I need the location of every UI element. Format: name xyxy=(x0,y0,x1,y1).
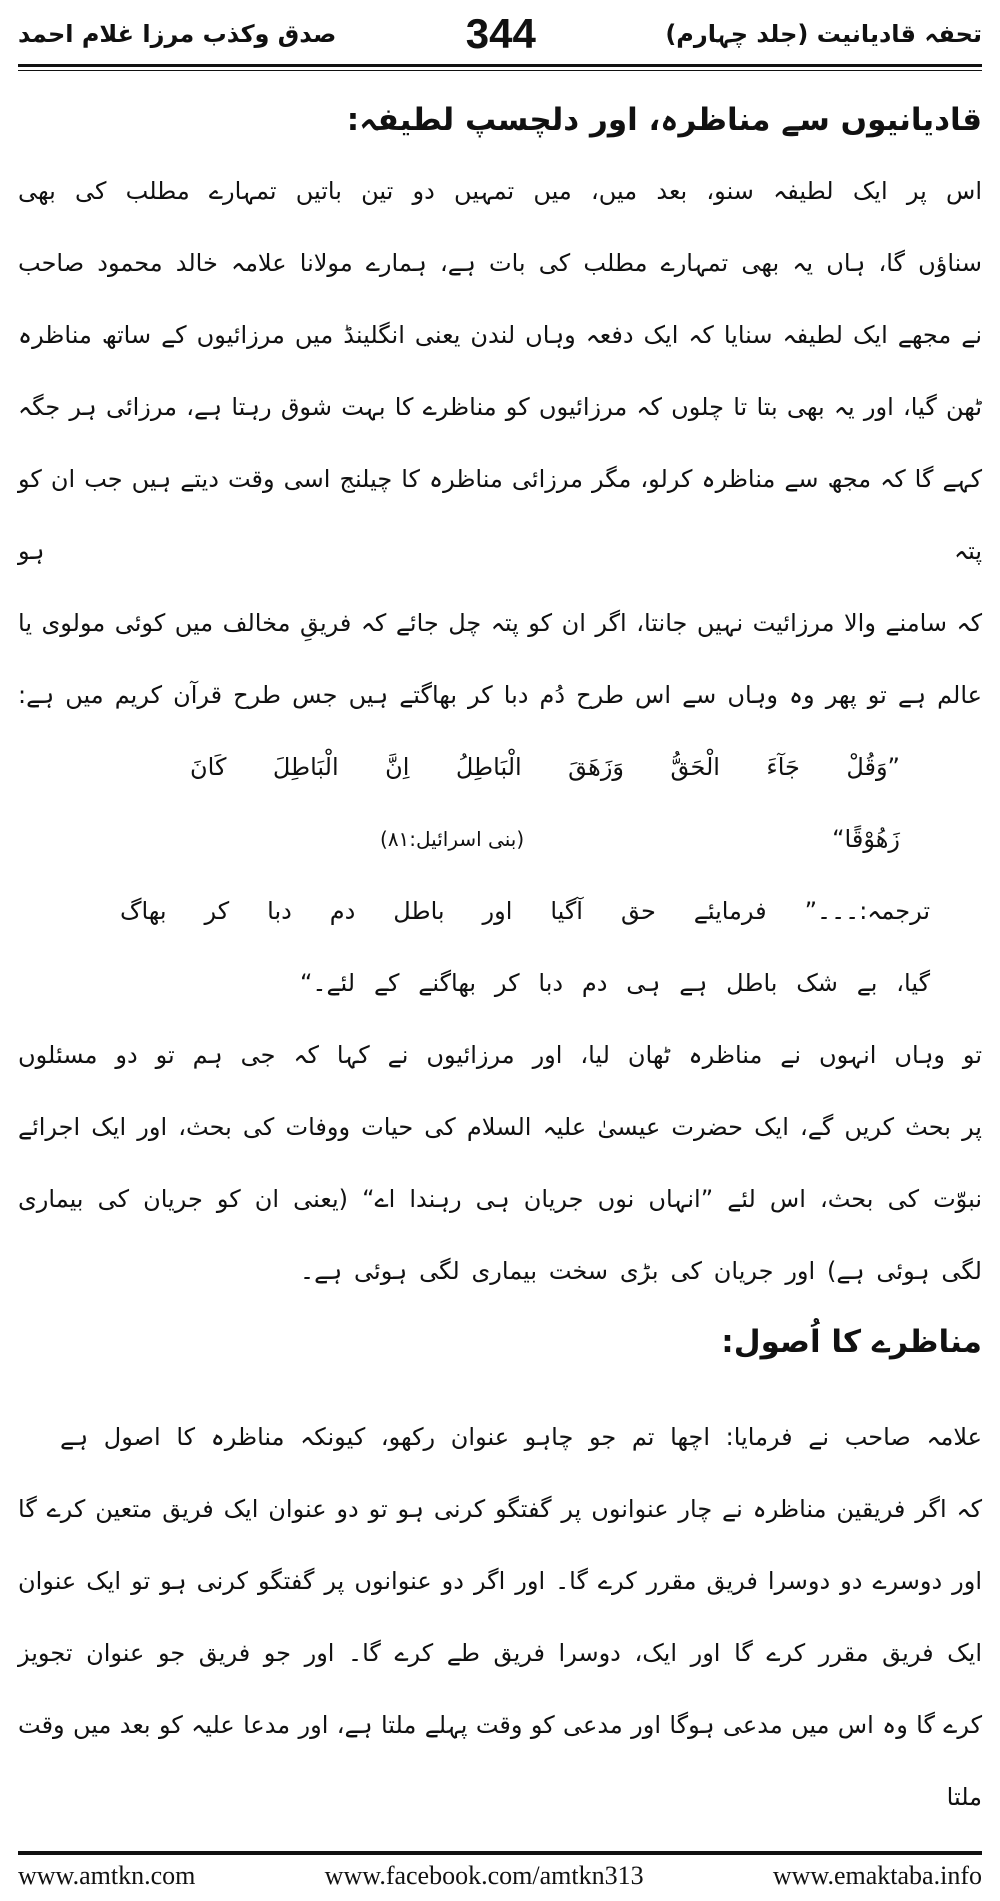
text-line: علامہ صاحب نے فرمایا: اچھا تم جو چاہو عنوان رکھو، کیونکہ مناظرہ کا اصول ہے xyxy=(60,1423,982,1451)
book-title: تحفہ قادیانیت (جلد چہارم) xyxy=(665,20,982,48)
text-line: سناؤں گا، ہاں یہ بھی تمہارے مطلب کی بات ہے، ہمارے مولانا علامہ خالد محمود صاحب xyxy=(18,249,982,277)
text-line: لگی ہوئی ہے) اور جریان کی بڑی سخت بیماری لگی ہوئی ہے۔ xyxy=(300,1257,982,1285)
section-heading: قادیانیوں سے مناظرہ، اور دلچسپ لطیفہ: xyxy=(346,102,982,138)
text-line: کہ سامنے والا مرزائیت نہیں جانتا، اگر ان کو پتہ چل جائے کہ فریقِ مخالف میں کوئی مولوی یا xyxy=(18,609,982,637)
text-line: پر بحث کریں گے، ایک حضرت عیسیٰ علیہ السلام کی حیات ووفات کی بحث، اور ایک اجرائے xyxy=(18,1113,982,1141)
text-line: اس پر ایک لطیفہ سنو، بعد میں، میں تمہیں دو تین باتیں تمہارے مطلب کی بھی xyxy=(18,177,982,205)
text-line: ایک فریق مقرر کرے گا اور ایک، دوسرا فریق طے کرے گا۔ اور جو فریق جو عنوان تجویز xyxy=(18,1639,982,1667)
text-line: عالم ہے تو پھر وہ وہاں سے اس طرح دُم دبا کر بھاگتے ہیں جس طرح قرآن کریم میں ہے: xyxy=(18,681,982,709)
text-line: نے مجھے ایک لطیفہ سنایا کہ ایک دفعہ وہاں لندن یعنی انگلینڈ میں مرزائیوں کے ساتھ مناظرہ xyxy=(18,321,982,349)
page-header xyxy=(18,8,982,60)
footer-link-emaktaba[interactable]: www.emaktaba.info xyxy=(772,1861,982,1890)
citation: (بنی اسرائیل:۸۱) xyxy=(380,827,525,851)
quote-end: زَهُوْقًا“ xyxy=(832,825,900,853)
translation-line: ترجمہ:۔۔۔” فرمایئے حق آگیا اور باطل دم دبا کر بھاگ xyxy=(120,897,930,925)
header-rule xyxy=(18,64,982,67)
page-footer xyxy=(18,1855,982,1891)
chapter-title: صدق وکذب مرزا غلام احمد xyxy=(18,20,337,48)
text-line: تو وہاں انہوں نے مناظرہ ٹھان لیا، اور مرزائیوں نے کہا کہ جی ہم تو دو مسئلوں xyxy=(18,1041,982,1069)
spacer xyxy=(18,1377,982,1401)
footer-link-amtkn[interactable]: www.amtkn.com xyxy=(18,1861,196,1890)
text-line: کہے گا کہ مجھ سے مناظرہ کرلو، مگر مرزائی مناظرہ کا چیلنج اسی وقت دیتے ہیں جب ان کو پتہ ہو xyxy=(18,465,982,565)
quran-quote-end xyxy=(380,803,900,875)
text-line: ٹھن گیا، اور یہ بھی بتا تا چلوں کہ مرزائیوں کو مناظرے کا بہت شوق رہتا ہے، مرزائی ہر جگہ xyxy=(18,393,982,421)
text-line: کرے گا وہ اس میں مدعی ہوگا اور مدعی کو وقت پہلے ملتا ہے، اور مدعا علیہ کو بعد میں وقت ملتا xyxy=(18,1711,982,1811)
translation-line: گیا، بے شک باطل ہے ہی دم دبا کر بھاگنے کے لئے۔“ xyxy=(300,969,930,997)
page-number: 344 xyxy=(465,10,536,57)
quran-quote: ”وَقُلْ جَآءَ الْحَقُّ وَزَهَقَ الْبَاطِلُ اِنَّ الْبَاطِلَ كَانَ xyxy=(190,753,900,781)
footer-link-facebook[interactable]: www.facebook.com/amtkn313 xyxy=(324,1861,644,1890)
text-line: نبوّت کی بحث، اس لئے ”انہاں نوں جریان ہی رہندا اے“ (یعنی ان کو جریان کی بیماری xyxy=(18,1185,982,1213)
page-body xyxy=(18,71,982,1833)
text-line: اور دوسرے دو دوسرا فریق مقرر کرے گا۔ اور اگر دو عنوانوں پر گفتگو کرنی ہو تو ایک عنوان xyxy=(18,1567,982,1595)
section-heading: مناظرے کا اُصول: xyxy=(721,1324,982,1360)
text-line: کہ اگر فریقین مناظرہ نے چار عنوانوں پر گفتگو کرنی ہو تو دو عنوان ایک فریق متعین کرے گا xyxy=(18,1495,982,1523)
